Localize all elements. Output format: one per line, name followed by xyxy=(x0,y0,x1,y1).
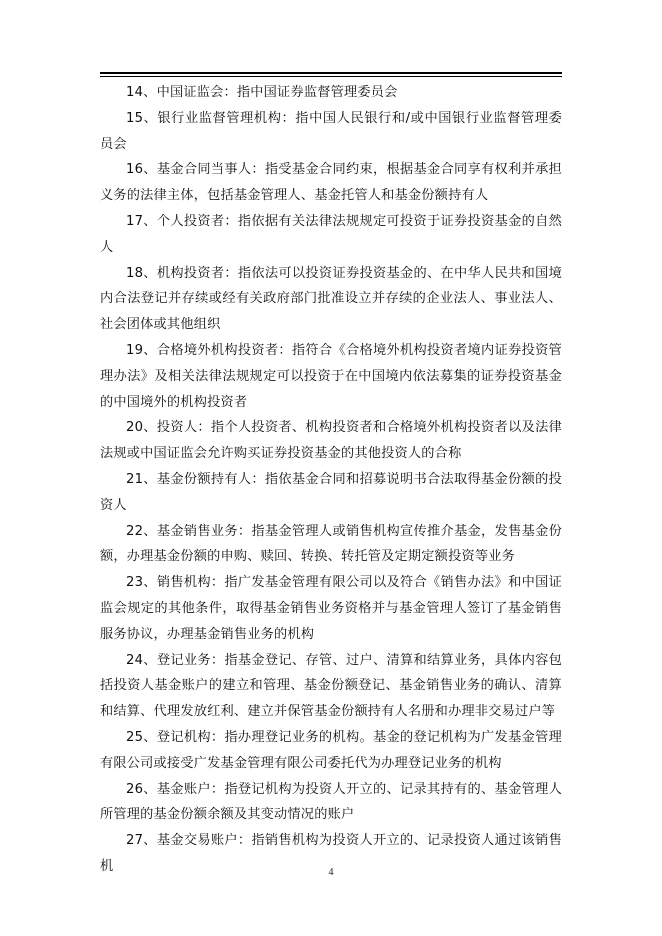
definition-paragraph: 14、中国证监会：指中国证券监督管理委员会 xyxy=(126,85,398,100)
definition-paragraph: 19、合格境外机构投资者：指符合《合格境外机构投资者境内证券投资管理办法》及相关法律法规规定可以投资于在中国境内依法募集的证券投资基金的中国境外的机构投资者 xyxy=(100,342,562,410)
page-number: 4 xyxy=(328,867,334,878)
definition-paragraph: 18、机构投资者：指依法可以投资证券投资基金的、在中华人民共和国境内合法登记并存续或经有关政府部门批准设立并存续的企业法人、事业法人、社会团体或其他组织 xyxy=(100,265,562,333)
definition-paragraph: 17、个人投资者：指依据有关法律法规规定可投资于证券投资基金的自然人 xyxy=(100,213,562,255)
definitions-list xyxy=(100,80,562,880)
definition-paragraph: 25、登记机构：指办理登记业务的机构。基金的登记机构为广发基金管理有限公司或接受广发基金管理有限公司委托代为办理登记业务的机构 xyxy=(100,729,562,771)
definition-paragraph: 15、银行业监督管理机构：指中国人民银行和/或中国银行业监督管理委员会 xyxy=(100,110,562,152)
header-rule-thin xyxy=(100,76,562,77)
definition-paragraph: 27、基金交易账户：指销售机构为投资人开立的、记录投资人通过该销售机 xyxy=(100,833,562,874)
definition-paragraph: 22、基金销售业务：指基金管理人或销售机构宣传推介基金，发售基金份额，办理基金份额的申购、赎回、转换、转托管及定期定额投资等业务 xyxy=(100,523,562,565)
definition-paragraph: 26、基金账户：指登记机构为投资人开立的、记录其持有的、基金管理人所管理的基金份额余额及其变动情况的账户 xyxy=(100,781,562,823)
header-rule-thick xyxy=(100,72,562,74)
definition-paragraph: 21、基金份额持有人：指依基金合同和招募说明书合法取得基金份额的投资人 xyxy=(100,471,562,513)
definition-paragraph: 23、销售机构：指广发基金管理有限公司以及符合《销售办法》和中国证监会规定的其他条件，取得基金销售业务资格并与基金管理人签订了基金销售服务协议，办理基金销售业务的机构 xyxy=(100,575,562,642)
definition-paragraph: 20、投资人：指个人投资者、机构投资者和合格境外机构投资者以及法律法规或中国证监会允许购买证券投资基金的其他投资人的合称 xyxy=(100,420,562,462)
definition-paragraph: 24、登记业务：指基金登记、存管、过户、清算和结算业务，具体内容包括投资人基金账户的建立和管理、基金份额登记、基金销售业务的确认、清算和结算、代理发放红利、建立并保管基金份额持有人名册和办理非交易过户等 xyxy=(100,652,562,720)
definition-paragraph: 16、基金合同当事人：指受基金合同约束，根据基金合同享有权利并承担义务的法律主体，包括基金管理人、基金托管人和基金份额持有人 xyxy=(100,162,562,204)
